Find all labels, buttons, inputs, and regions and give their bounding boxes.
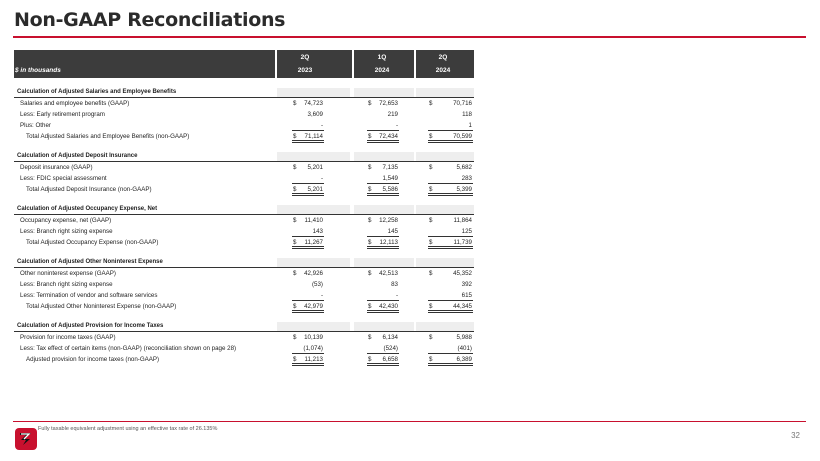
- cell-value: 5,399: [456, 186, 472, 193]
- cell-value: 1: [468, 122, 472, 129]
- cell-value: 72,653: [379, 100, 398, 107]
- double-underline: [367, 363, 399, 366]
- cell-value: 42,979: [304, 303, 323, 310]
- cell-value: 6,658: [382, 356, 398, 363]
- cell-value: 5,201: [307, 186, 323, 193]
- row-label: Less: Branch right sizing expense: [20, 228, 113, 235]
- section-header: [14, 322, 474, 332]
- dollar-sign: $: [368, 334, 372, 341]
- section-header: [14, 258, 474, 268]
- header-shade: [354, 205, 414, 214]
- dollar-sign: $: [429, 164, 433, 171]
- header-shade: [354, 322, 414, 331]
- cell-value: (1,074): [303, 345, 323, 352]
- cell-value: 42,430: [379, 303, 398, 310]
- cell-value: 1,549: [382, 175, 398, 182]
- double-underline: [428, 193, 473, 196]
- cell-value: 118: [462, 111, 472, 118]
- dollar-sign: $: [293, 133, 297, 140]
- col-2q23-year: 2023: [297, 67, 313, 74]
- dollar-sign: $: [293, 270, 297, 277]
- row-label: Less: FDIC special assessment: [20, 175, 107, 182]
- table-row: [14, 109, 474, 120]
- footer-divider: [13, 421, 806, 422]
- cell-value: 11,213: [304, 356, 323, 363]
- dollar-sign: $: [429, 356, 433, 363]
- col-2q23-quarter: 2Q: [300, 54, 310, 61]
- header-shade: [277, 258, 350, 267]
- col-2q24-year: 2024: [435, 67, 451, 74]
- cell-value: (53): [311, 281, 323, 288]
- total-row: [14, 131, 474, 142]
- cell-value: 11,739: [453, 239, 472, 246]
- section-spacer: [14, 142, 474, 152]
- header-shade: [416, 88, 474, 97]
- total-row: [14, 237, 474, 248]
- cell-value: -: [320, 292, 323, 299]
- dollar-sign: $: [429, 186, 433, 193]
- col-1q24-year: 2024: [374, 67, 390, 74]
- cell-value: 70,716: [453, 100, 472, 107]
- table-row: [14, 98, 474, 109]
- row-label: Other noninterest expense (GAAP): [20, 270, 116, 277]
- row-label: Less: Tax effect of certain items (non-GAAP) (reconciliation shown on page 28): [20, 345, 237, 352]
- section-title: Calculation of Adjusted Deposit Insurance: [17, 153, 138, 159]
- cell-value: 7,135: [382, 164, 398, 171]
- section-title: Calculation of Adjusted Salaries and Employee Benefits: [17, 89, 177, 95]
- dollar-sign: $: [429, 334, 433, 341]
- dollar-sign: $: [368, 217, 372, 224]
- header-shade: [277, 88, 350, 97]
- cell-value: 42,513: [379, 270, 398, 277]
- section-header: [14, 205, 474, 215]
- dollar-sign: $: [368, 303, 372, 310]
- cell-value: -: [320, 122, 323, 129]
- double-underline: [367, 193, 399, 196]
- double-underline: [292, 140, 324, 143]
- dollar-sign: $: [429, 133, 433, 140]
- dollar-sign: $: [293, 356, 297, 363]
- header-shade: [354, 88, 414, 97]
- dollar-sign: $: [293, 303, 297, 310]
- dollar-sign: $: [429, 217, 433, 224]
- dollar-sign: $: [293, 100, 297, 107]
- cell-value: 143: [312, 228, 323, 235]
- row-label: Deposit insurance (GAAP): [20, 164, 93, 171]
- dollar-sign: $: [368, 164, 372, 171]
- dollar-sign: $: [429, 239, 433, 246]
- col-1q24-quarter: 1Q: [377, 54, 387, 61]
- total-row: [14, 301, 474, 312]
- row-label: Occupancy expense, net (GAAP): [20, 217, 112, 224]
- cell-value: 145: [387, 228, 398, 235]
- section-title: Calculation of Adjusted Provision for Income Taxes: [17, 323, 164, 329]
- row-label: Less: Branch right sizing expense: [20, 281, 113, 288]
- table-row: [14, 215, 474, 226]
- cell-value: (524): [383, 345, 398, 352]
- total-row: [14, 354, 474, 365]
- double-underline: [428, 310, 473, 313]
- header-shade: [416, 205, 474, 214]
- header-shade: [416, 322, 474, 331]
- cell-value: 11,864: [453, 217, 472, 224]
- table-row: [14, 173, 474, 184]
- dollar-sign: $: [293, 186, 297, 193]
- total-row: [14, 184, 474, 195]
- page-number: 32: [791, 431, 800, 440]
- header-shade: [277, 152, 350, 161]
- cell-value: 10,139: [304, 334, 323, 341]
- header-shade: [416, 152, 474, 161]
- row-label: Total Adjusted Deposit Insurance (non-GAAP): [26, 186, 152, 193]
- section-spacer: [14, 195, 474, 205]
- dollar-sign: $: [429, 100, 433, 107]
- cell-value: 83: [391, 281, 398, 288]
- cell-value: 5,988: [456, 334, 472, 341]
- cell-value: 11,267: [304, 239, 323, 246]
- brand-logo-icon: [15, 428, 37, 450]
- table-row: [14, 332, 474, 343]
- row-label: Less: Termination of vendor and software services: [20, 292, 158, 299]
- section-title: Calculation of Adjusted Occupancy Expense, Net: [17, 206, 158, 212]
- title-divider: [13, 36, 806, 38]
- cell-value: -: [320, 175, 323, 182]
- table-row: [14, 162, 474, 173]
- header-shade: [354, 152, 414, 161]
- cell-value: 74,723: [304, 100, 323, 107]
- dollar-sign: $: [368, 186, 372, 193]
- dollar-sign: $: [293, 217, 297, 224]
- cell-value: 72,434: [379, 133, 398, 140]
- double-underline: [428, 246, 473, 249]
- row-label: Total Adjusted Salaries and Employee Benefits (non-GAAP): [26, 133, 190, 140]
- table-row: [14, 226, 474, 237]
- cell-value: 6,134: [382, 334, 398, 341]
- cell-value: 44,345: [453, 303, 472, 310]
- row-label: Salaries and employee benefits (GAAP): [20, 100, 130, 107]
- double-underline: [292, 193, 324, 196]
- header-shade: [277, 322, 350, 331]
- row-label: Total Adjusted Other Noninterest Expense (non-GAAP): [26, 303, 177, 310]
- row-label: Total Adjusted Occupancy Expense (non-GAAP): [26, 239, 159, 246]
- dollar-sign: $: [429, 270, 433, 277]
- dollar-sign: $: [368, 133, 372, 140]
- row-label: Provision for income taxes (GAAP): [20, 334, 116, 341]
- header-separator: [275, 50, 277, 78]
- section-spacer: [14, 78, 474, 88]
- header-shade: [416, 258, 474, 267]
- cell-value: 12,113: [379, 239, 398, 246]
- double-underline: [292, 363, 324, 366]
- cell-value: 283: [461, 175, 472, 182]
- dollar-sign: $: [429, 303, 433, 310]
- double-underline: [367, 140, 399, 143]
- cell-value: 71,114: [304, 133, 323, 140]
- section-spacer: [14, 248, 474, 258]
- table-row: [14, 343, 474, 354]
- dollar-sign: $: [293, 334, 297, 341]
- dollar-sign: $: [293, 239, 297, 246]
- cell-value: 12,258: [379, 217, 398, 224]
- section-header: [14, 152, 474, 162]
- cell-value: 3,609: [307, 111, 323, 118]
- section-spacer: [14, 312, 474, 322]
- double-underline: [292, 246, 324, 249]
- row-label: Adjusted provision for income taxes (non-GAAP): [26, 356, 160, 363]
- double-underline: [428, 363, 473, 366]
- footnote: Fully taxable equivalent adjustment using an effective tax rate of 26.135%: [38, 426, 218, 432]
- double-underline: [367, 310, 399, 313]
- table-row: [14, 279, 474, 290]
- dollar-sign: $: [368, 270, 372, 277]
- cell-value: 125: [461, 228, 472, 235]
- unit-label: $ in thousands: [15, 67, 61, 74]
- cell-value: 42,926: [304, 270, 323, 277]
- double-underline: [292, 310, 324, 313]
- cell-value: 45,352: [453, 270, 472, 277]
- double-underline: [367, 246, 399, 249]
- table-row: [14, 120, 474, 131]
- dollar-sign: $: [368, 356, 372, 363]
- table-header: [14, 50, 474, 78]
- header-shade: [277, 205, 350, 214]
- row-label: Less: Early retirement program: [20, 111, 105, 118]
- cell-value: 5,682: [456, 164, 472, 171]
- col-2q24-quarter: 2Q: [438, 54, 448, 61]
- cell-value: 615: [461, 292, 472, 299]
- cell-value: 392: [461, 281, 472, 288]
- cell-value: 5,201: [307, 164, 323, 171]
- reconciliation-table: [14, 50, 474, 365]
- table-row: [14, 268, 474, 279]
- header-separator: [352, 50, 354, 78]
- table-row: [14, 290, 474, 301]
- cell-value: 5,586: [382, 186, 398, 193]
- cell-value: 219: [387, 111, 398, 118]
- row-label: Plus: Other: [20, 122, 51, 129]
- cell-value: 6,389: [456, 356, 472, 363]
- cell-value: 11,410: [304, 217, 323, 224]
- cell-value: -: [395, 292, 398, 299]
- cell-value: -: [395, 122, 398, 129]
- header-separator: [414, 50, 416, 78]
- double-underline: [428, 140, 473, 143]
- header-shade: [354, 258, 414, 267]
- section-header: [14, 88, 474, 98]
- cell-value: 70,599: [453, 133, 472, 140]
- page-title: Non-GAAP Reconciliations: [14, 9, 286, 31]
- section-title: Calculation of Adjusted Other Noninterest Expense: [17, 259, 163, 265]
- cell-value: (401): [457, 345, 472, 352]
- dollar-sign: $: [293, 164, 297, 171]
- dollar-sign: $: [368, 100, 372, 107]
- dollar-sign: $: [368, 239, 372, 246]
